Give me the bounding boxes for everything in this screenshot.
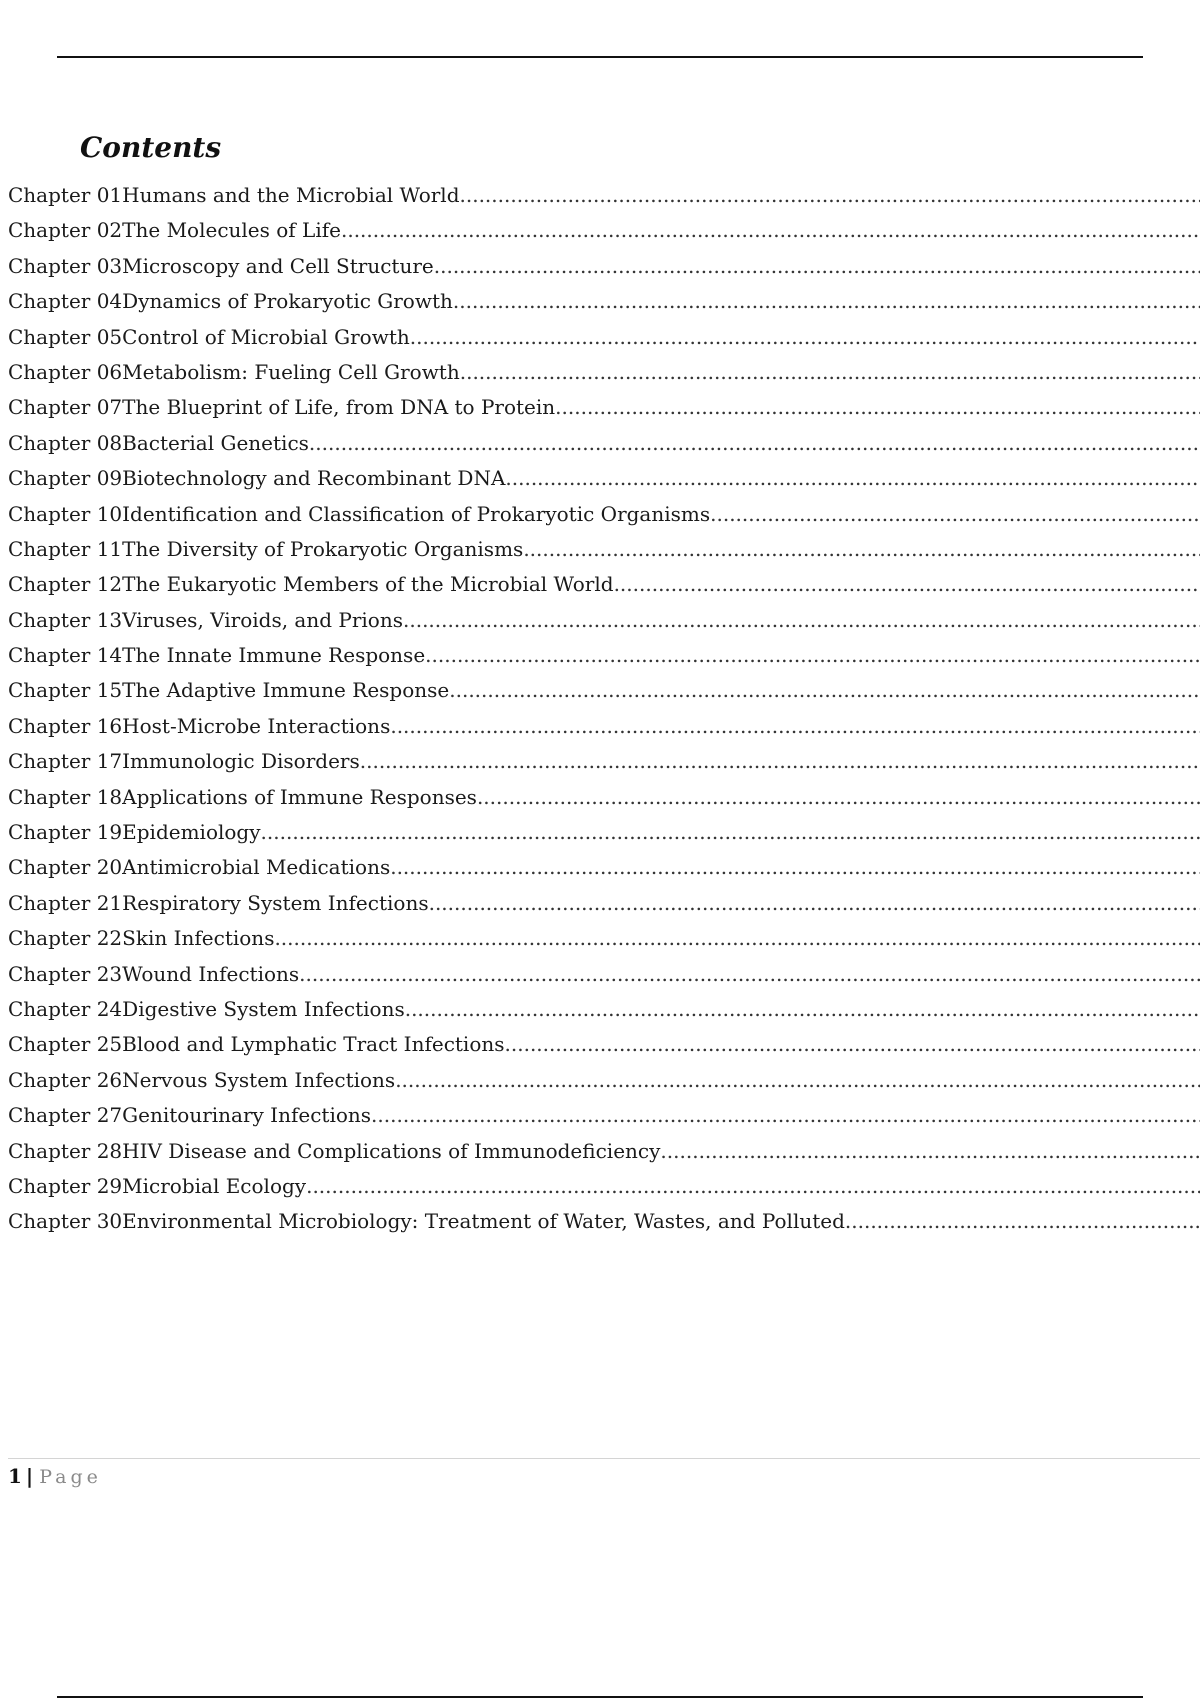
- toc-entry[interactable]: [8, 673, 1200, 708]
- chapter-title: Digestive System Infections: [122, 996, 405, 1021]
- toc-entry[interactable]: [8, 567, 1200, 602]
- toc-entry[interactable]: [8, 921, 1200, 956]
- chapter-number: Chapter 06: [8, 359, 123, 384]
- chapter-title: Blood and Lymphatic Tract Infections: [122, 1032, 505, 1057]
- chapter-number: Chapter 23: [8, 961, 123, 986]
- toc-entry[interactable]: [8, 744, 1200, 779]
- toc-entry[interactable]: [8, 390, 1200, 425]
- chapter-number: Chapter 27: [8, 1103, 123, 1128]
- chapter-number: Chapter 08: [8, 430, 123, 455]
- toc-entry[interactable]: [8, 709, 1200, 744]
- chapter-title: Humans and the Microbial World: [122, 183, 460, 207]
- toc-entry[interactable]: [8, 284, 1200, 319]
- toc-entry-text: [8, 886, 429, 921]
- chapter-title: Bacterial Genetics: [122, 430, 309, 455]
- page-label: Page: [39, 1466, 102, 1488]
- toc-entry-text: [8, 992, 405, 1027]
- chapter-number: Chapter 28: [8, 1138, 123, 1163]
- toc-entry-text: [8, 709, 390, 744]
- toc-entry[interactable]: [8, 1063, 1200, 1098]
- toc-entry[interactable]: [8, 249, 1200, 284]
- dot-leader: [274, 921, 1200, 956]
- chapter-number: Chapter 01: [8, 183, 123, 207]
- chapter-number: Chapter 09: [8, 466, 123, 491]
- dot-leader: [425, 638, 1200, 673]
- toc-entry[interactable]: [8, 1169, 1200, 1204]
- chapter-title: Dynamics of Prokaryotic Growth: [122, 289, 453, 314]
- chapter-title: The Molecules of Life: [122, 218, 341, 243]
- dot-leader: [410, 320, 1200, 355]
- chapter-number: Chapter 25: [8, 1032, 123, 1057]
- chapter-number: Chapter 07: [8, 395, 123, 420]
- dot-leader: [505, 1027, 1200, 1062]
- chapter-title: Microbial Ecology: [122, 1173, 307, 1198]
- toc-entry-text: [8, 249, 434, 284]
- toc-entry[interactable]: [8, 886, 1200, 921]
- dot-leader: [460, 355, 1200, 390]
- toc-entry[interactable]: [8, 1134, 1200, 1169]
- chapter-number: Chapter 18: [8, 784, 123, 809]
- dot-leader: [555, 390, 1200, 425]
- toc-entry[interactable]: [8, 213, 1200, 248]
- dot-leader: [710, 497, 1200, 532]
- dot-leader: [405, 992, 1200, 1027]
- toc-entry[interactable]: [8, 780, 1200, 815]
- toc-entry[interactable]: [8, 957, 1200, 992]
- dot-leader: [360, 744, 1200, 779]
- toc-entry[interactable]: [8, 1204, 1200, 1239]
- chapter-title: Immunologic Disorders: [122, 749, 360, 774]
- dot-leader: [403, 603, 1200, 638]
- toc-entry-text: [8, 284, 453, 319]
- chapter-title: Applications of Immune Responses: [122, 784, 477, 809]
- chapter-number: Chapter 15: [8, 678, 123, 703]
- toc-entry-text: [8, 426, 309, 461]
- toc-entry[interactable]: [8, 320, 1200, 355]
- chapter-title: Epidemiology: [122, 820, 261, 845]
- dot-leader: [453, 284, 1200, 319]
- chapter-number: Chapter 19: [8, 820, 123, 845]
- dot-leader: [845, 1204, 1200, 1239]
- dot-leader: [261, 815, 1200, 850]
- chapter-number: Chapter 14: [8, 643, 123, 668]
- toc-entry-text: [8, 1027, 505, 1062]
- toc-entry-text: [8, 603, 403, 638]
- toc-entry-text: [8, 815, 261, 850]
- chapter-title: Nervous System Infections: [122, 1067, 396, 1092]
- toc-entry-text: [8, 780, 477, 815]
- dot-leader: [395, 1063, 1200, 1098]
- dot-leader: [523, 532, 1200, 567]
- chapter-title: HIV Disease and Complications of Immunodeficiency: [122, 1138, 661, 1163]
- toc-entry-text: [8, 638, 425, 673]
- toc-entry[interactable]: [8, 638, 1200, 673]
- toc-entry-text: [8, 1063, 395, 1098]
- toc-entry-text: [8, 744, 360, 779]
- footer-separator: |: [25, 1464, 34, 1488]
- chapter-number: Chapter 03: [8, 253, 123, 278]
- toc-entry[interactable]: [8, 178, 1200, 213]
- chapter-number: Chapter 05: [8, 324, 123, 349]
- toc-entry[interactable]: [8, 1027, 1200, 1062]
- chapter-title: Skin Infections: [122, 926, 275, 951]
- toc-entry[interactable]: [8, 461, 1200, 496]
- chapter-title: Environmental Microbiology: Treatment of Water, Wastes, and Polluted: [122, 1209, 845, 1234]
- chapter-title: Host-Microbe Interactions: [122, 713, 391, 738]
- toc-entry-text: [8, 355, 460, 390]
- dot-leader: [505, 461, 1200, 496]
- toc-entry-text: [8, 390, 555, 425]
- chapter-number: Chapter 11: [8, 536, 123, 561]
- toc-entry-text: [8, 461, 505, 496]
- dot-leader: [299, 957, 1200, 992]
- chapter-title: Microscopy and Cell Structure: [122, 253, 434, 278]
- toc-entry[interactable]: [8, 497, 1200, 532]
- toc-entry-text: [8, 567, 614, 602]
- toc-entry-text: [8, 213, 341, 248]
- dot-leader: [371, 1098, 1200, 1133]
- chapter-number: Chapter 20: [8, 855, 123, 880]
- dot-leader: [390, 850, 1200, 885]
- chapter-title: The Innate Immune Response: [122, 643, 426, 668]
- chapter-title: Biotechnology and Recombinant DNA: [122, 466, 506, 491]
- chapter-number: Chapter 22: [8, 926, 123, 951]
- dot-leader: [660, 1134, 1200, 1169]
- toc-entry[interactable]: [8, 532, 1200, 567]
- chapter-number: Chapter 17: [8, 749, 123, 774]
- toc-entry-text: [8, 532, 523, 567]
- toc-entry-text: [8, 1134, 660, 1169]
- dot-leader: [309, 426, 1200, 461]
- toc-entry[interactable]: [8, 1098, 1200, 1133]
- page-footer: [8, 1462, 102, 1491]
- chapter-title: The Blueprint of Life, from DNA to Protein: [122, 395, 556, 420]
- chapter-title: Control of Microbial Growth: [122, 324, 410, 349]
- footer-rule: [8, 1458, 1200, 1459]
- contents-heading: Contents: [80, 131, 222, 164]
- chapter-title: The Adaptive Immune Response: [122, 678, 450, 703]
- toc-entry-text: [8, 497, 710, 532]
- chapter-number: Chapter 24: [8, 996, 123, 1021]
- chapter-number: Chapter 26: [8, 1067, 123, 1092]
- chapter-title: Respiratory System Infections: [122, 890, 429, 915]
- dot-leader: [477, 780, 1200, 815]
- toc-entry[interactable]: [8, 426, 1200, 461]
- toc-entry-text: [8, 1169, 306, 1204]
- toc-entry[interactable]: [8, 815, 1200, 850]
- chapter-number: Chapter 10: [8, 501, 123, 526]
- chapter-number: Chapter 16: [8, 713, 123, 738]
- chapter-title: Wound Infections: [122, 961, 300, 986]
- toc-entry-text: [8, 1204, 845, 1239]
- dot-leader: [390, 709, 1200, 744]
- chapter-title: Genitourinary Infections: [122, 1103, 372, 1128]
- chapter-number: Chapter 29: [8, 1173, 123, 1198]
- toc-entry-text: [8, 850, 390, 885]
- dot-leader: [306, 1169, 1200, 1204]
- bottom-rule: [57, 1696, 1143, 1698]
- toc-entry[interactable]: [8, 603, 1200, 638]
- chapter-number: Chapter 02: [8, 218, 123, 243]
- chapter-number: Chapter 04: [8, 289, 123, 314]
- toc-entry[interactable]: [8, 355, 1200, 390]
- table-of-contents: [8, 178, 1200, 1240]
- chapter-title: The Eukaryotic Members of the Microbial World: [122, 572, 614, 597]
- toc-entry-text: [8, 673, 449, 708]
- chapter-title: Identification and Classification of Prokaryotic Organisms: [122, 501, 711, 526]
- dot-leader: [341, 213, 1200, 248]
- toc-entry-text: [8, 957, 299, 992]
- chapter-title: Antimicrobial Medications: [122, 855, 391, 880]
- dot-leader: [614, 567, 1200, 602]
- toc-entry-text: [8, 320, 410, 355]
- toc-entry[interactable]: [8, 992, 1200, 1027]
- chapter-number: Chapter 30: [8, 1209, 123, 1234]
- dot-leader: [460, 178, 1200, 213]
- dot-leader: [434, 249, 1200, 284]
- toc-entry[interactable]: [8, 850, 1200, 885]
- dot-leader: [449, 673, 1200, 708]
- chapter-number: Chapter 12: [8, 572, 123, 597]
- page-number: 1: [8, 1464, 22, 1488]
- chapter-number: Chapter 21: [8, 890, 123, 915]
- chapter-title: The Diversity of Prokaryotic Organisms: [122, 536, 524, 561]
- chapter-number: Chapter 13: [8, 607, 123, 632]
- toc-entry-text: [8, 178, 460, 213]
- dot-leader: [429, 886, 1200, 921]
- chapter-title: Metabolism: Fueling Cell Growth: [122, 359, 460, 384]
- toc-entry-text: [8, 1098, 371, 1133]
- toc-entry-text: [8, 921, 274, 956]
- top-rule: [57, 56, 1143, 58]
- chapter-title: Viruses, Viroids, and Prions: [122, 607, 403, 632]
